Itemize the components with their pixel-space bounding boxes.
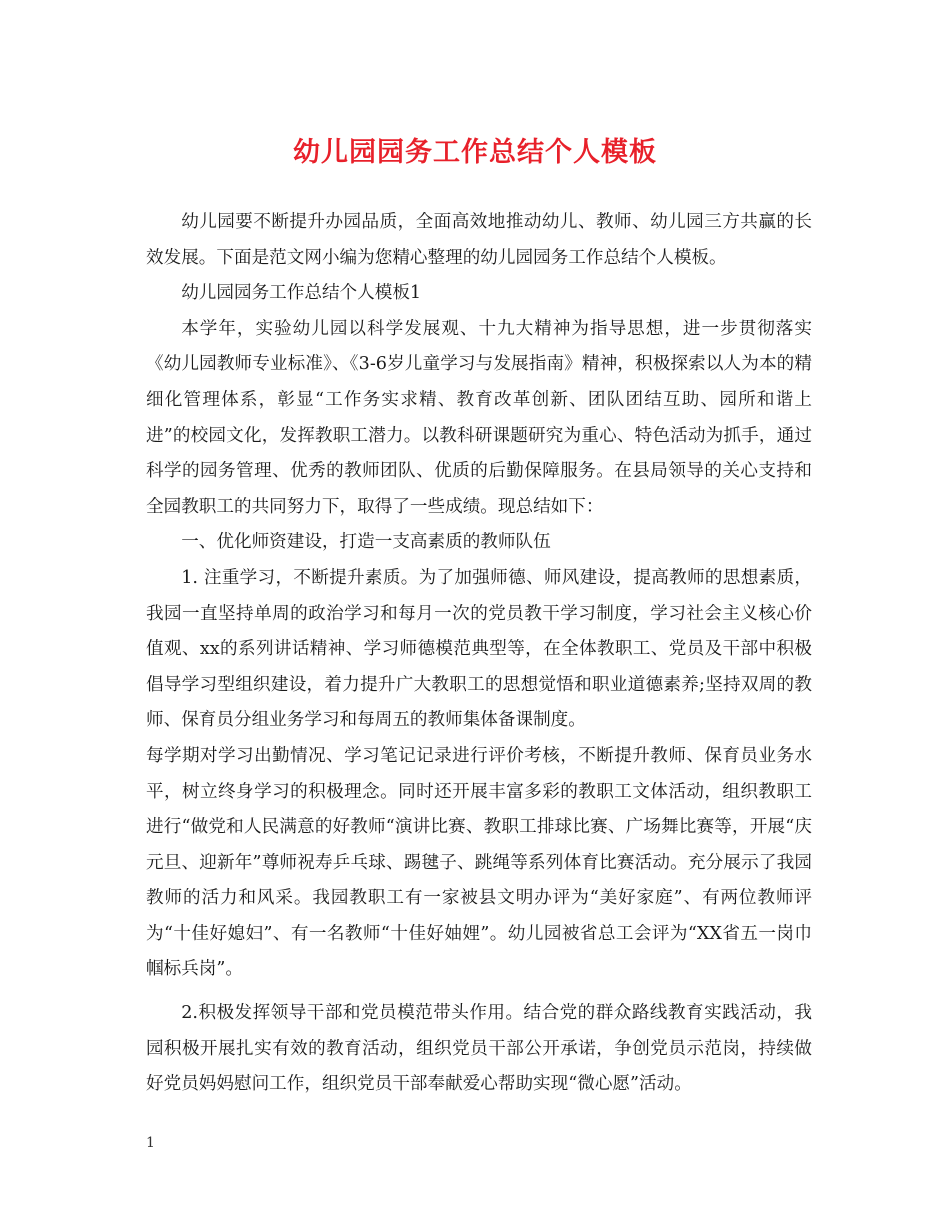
page-number: 1 bbox=[146, 1135, 155, 1151]
document-title: 幼儿园园务工作总结个人模板 bbox=[293, 137, 657, 168]
body-paragraph: 本学年，实验幼儿园以科学发展观、十九大精神为指导思想，进一步贯彻落实《幼儿园教师专业标准》、《3-6岁儿童学习与发展指南》精神，积极探索以人为本的精细化管理体系，彰显“工作务实求精、教育改革创新、团队团结互助、园所和谐上进”的校园文化，发挥教职工潜力。以教科研课题研究为重心、特色活动为抓手，通过科学的园务管理、优秀的教师团队、优质的后勤保障服务。在县局领导的关心支持和全园教职工的共同努力下，取得了一些成绩。现总结如下： bbox=[146, 318, 812, 517]
body-paragraph: 每学期对学习出勤情况、学习笔记记录进行评价考核，不断提升教师、保育员业务水平，树立终身学习的积极理念。同时还开展丰富多彩的教职工文体活动，组织教职工进行“做党和人民满意的好教师“演讲比赛、教职工排球比赛、广场舞比赛等，开展“庆元旦、迎新年”尊师祝寿乒乓球、踢毽子、跳绳等系列体育比赛活动。充分展示了我园教师的活力和风采。我园教职工有一家被县文明办评为“美好家庭”、有两位教师评为“十佳好媳妇”、有一名教师“十佳好妯娌”。幼儿园被省总工会评为“XX省五一岗巾帼标兵岗”。 bbox=[146, 745, 812, 980]
document-body bbox=[146, 205, 812, 1103]
subsection-heading: 一、优化师资建设，打造一支高素质的教师队伍 bbox=[181, 532, 551, 553]
section-heading: 幼儿园园务工作总结个人模板1 bbox=[181, 283, 422, 304]
body-paragraph: 2.积极发挥领导干部和党员模范带头作用。结合党的群众路线教育实践活动，我园积极开展扎实有效的教育活动，组织党员干部公开承诺，争创党员示范岗，持续做好党员妈妈慰问工作，组织党员干部奉献爱心帮助实现“微心愿”活动。 bbox=[146, 1003, 812, 1095]
intro-paragraph: 幼儿园要不断提升办园品质，全面高效地推动幼儿、教师、幼儿园三方共赢的长效发展。下面是范文网小编为您精心整理的幼儿园园务工作总结个人模板。 bbox=[146, 212, 812, 268]
body-paragraph: 1. 注重学习，不断提升素质。为了加强师德、师风建设，提高教师的思想素质，我园一直坚持单周的政治学习和每月一次的党员教干学习制度，学习社会主义核心价值观、xx的系列讲话精神、学习师德模范典型等，在全体教职工、党员及干部中积极倡导学习型组织建设，着力提升广大教职工的思想觉悟和职业道德素养;坚持双周的教师、保育员分组业务学习和每周五的教师集体备课制度。 bbox=[146, 567, 812, 731]
